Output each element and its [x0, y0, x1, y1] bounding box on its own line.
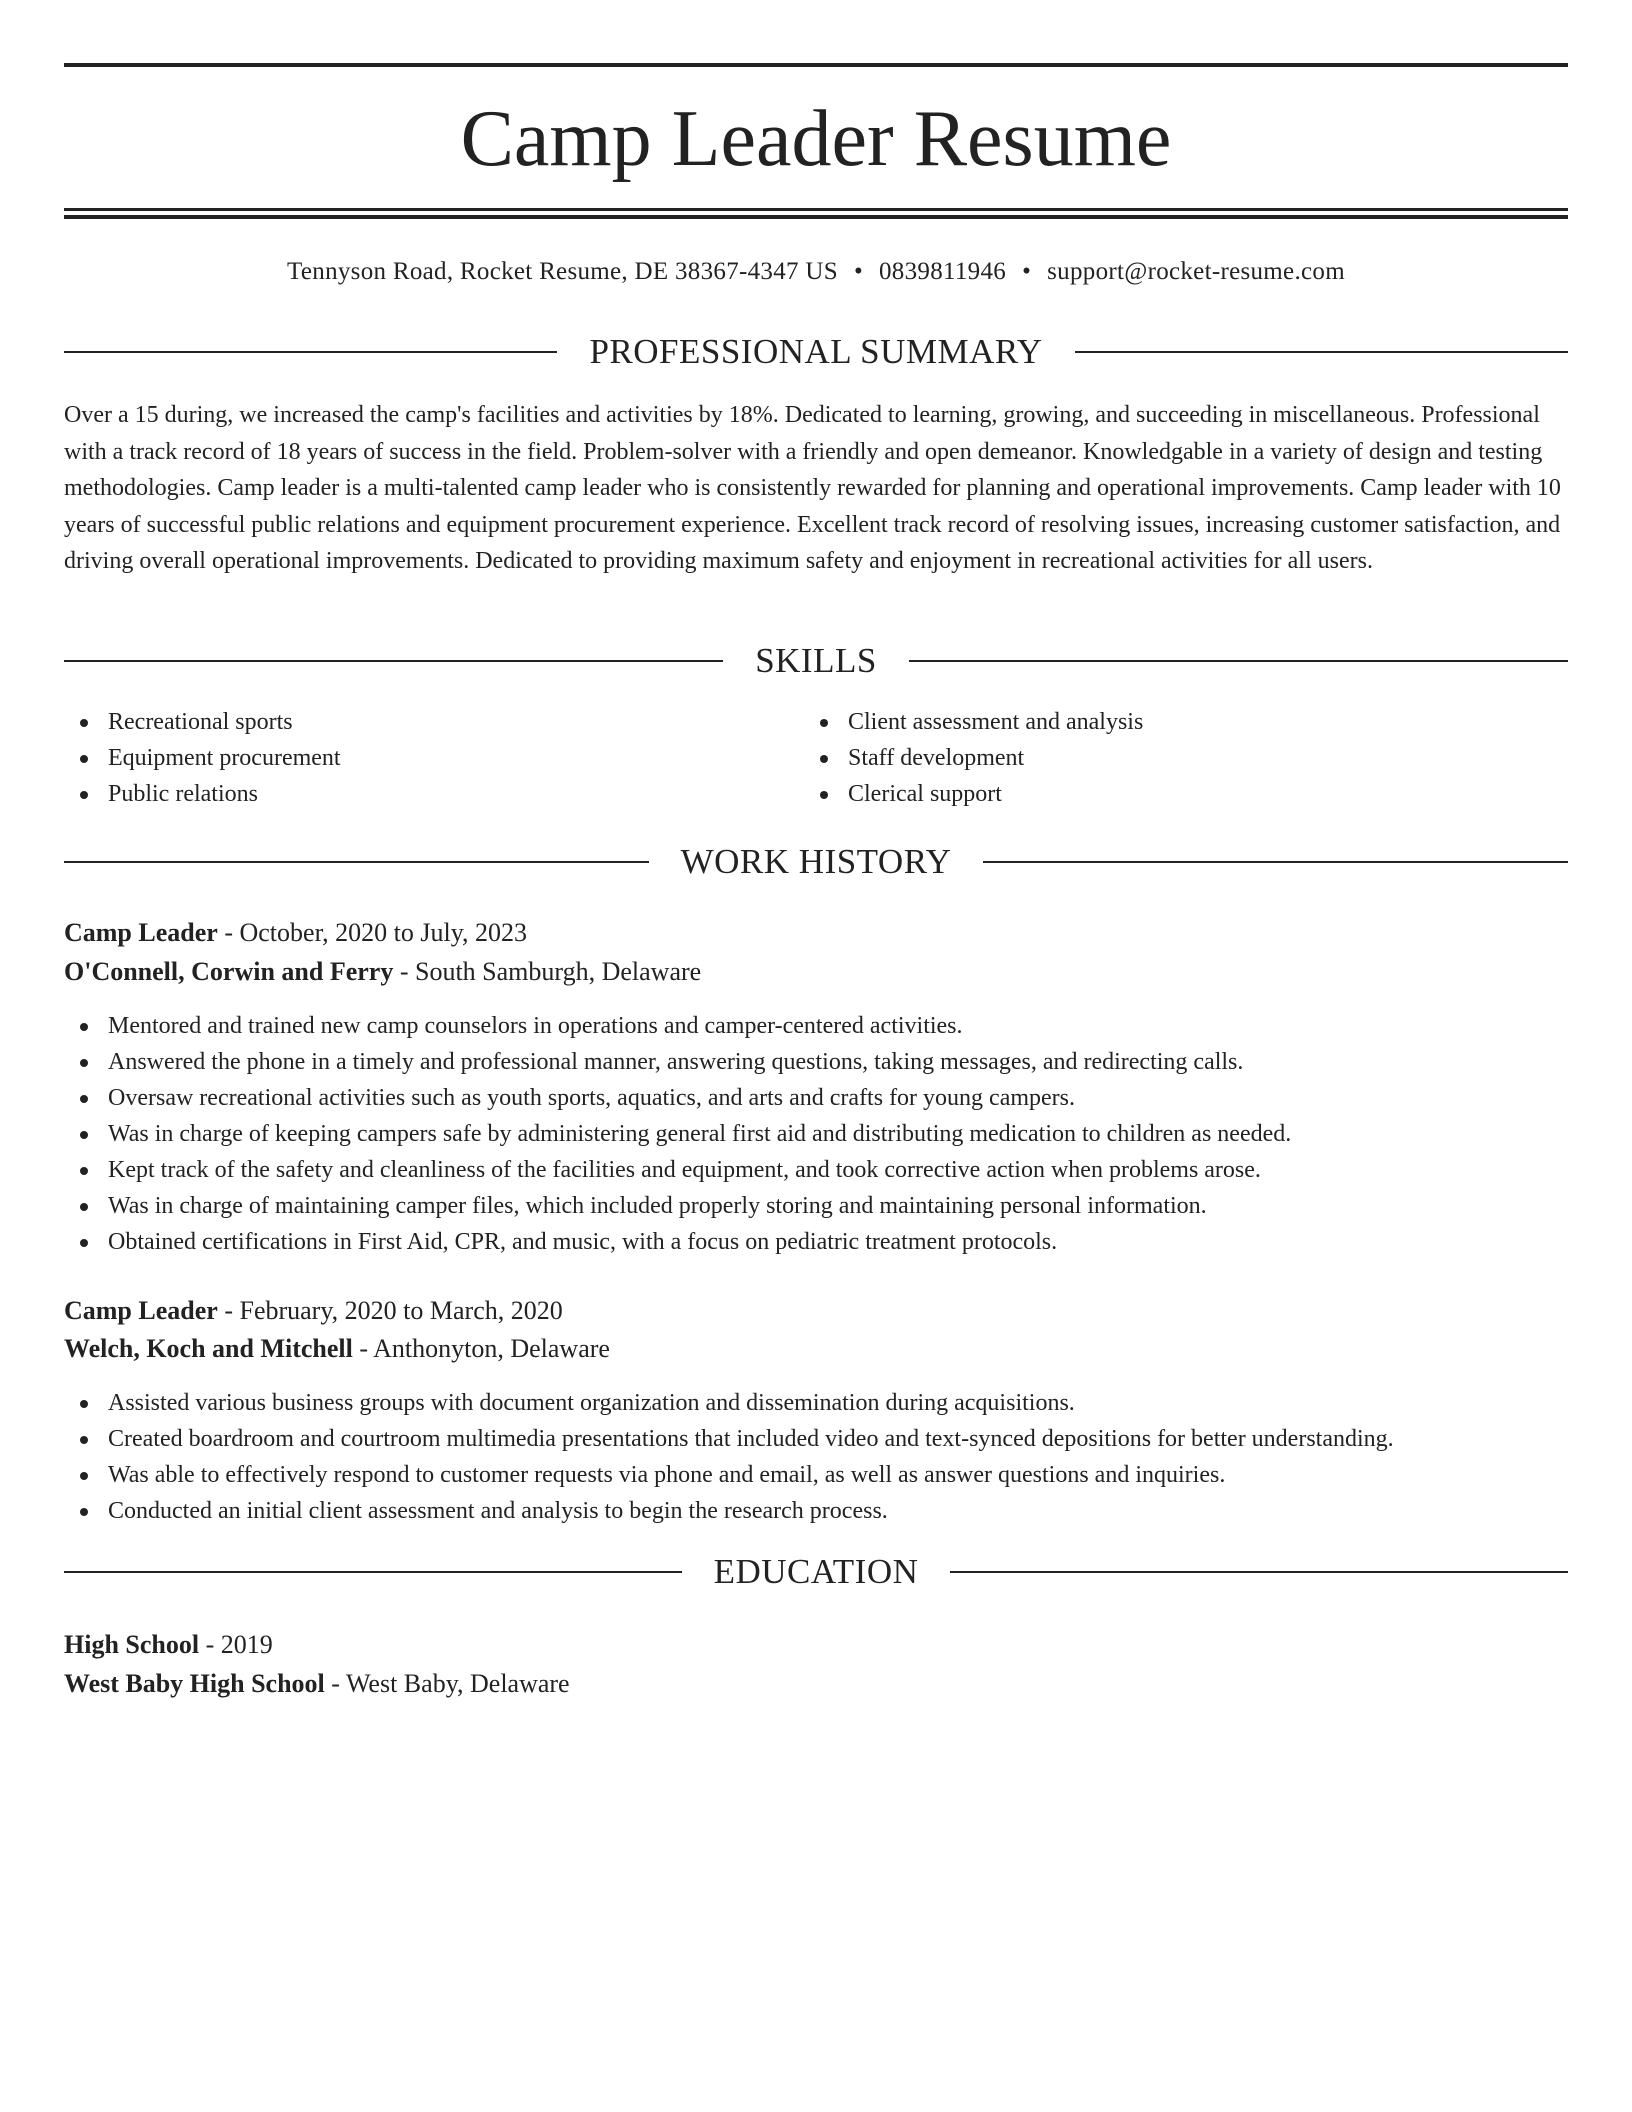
- duty-item: Was able to effectively respond to customer requests via phone and email, as well as answer questions and inquiries.: [64, 1457, 1568, 1493]
- heading-rule-right: [950, 1571, 1568, 1573]
- contact-email: support@rocket-resume.com: [1047, 258, 1345, 285]
- duty-item: Was in charge of keeping campers safe by administering general first aid and distributing medication to children as needed.: [64, 1116, 1568, 1152]
- duty-item: Oversaw recreational activities such as youth sports, aquatics, and arts and crafts for young campers.: [64, 1080, 1568, 1116]
- title-rule-lower: [64, 215, 1568, 219]
- heading-rule-right: [909, 660, 1568, 662]
- duty-item: Created boardroom and courtroom multimedia presentations that included video and text-synced depositions for better understanding.: [64, 1421, 1568, 1457]
- education-degree: High School: [64, 1630, 200, 1659]
- job-1-company-line: [64, 953, 1568, 991]
- duty-item: Kept track of the safety and cleanliness of the facilities and equipment, and took corrective action when problems arose.: [64, 1152, 1568, 1188]
- heading-rule-right: [1075, 351, 1568, 353]
- duty-item: Was in charge of maintaining camper files, which included properly storing and maintaining personal information.: [64, 1188, 1568, 1224]
- job-location: - Anthonyton, Delaware: [352, 1334, 610, 1363]
- summary-section-heading: [64, 330, 1568, 374]
- job-role: Camp Leader: [64, 918, 218, 947]
- top-rule: [64, 63, 1568, 67]
- skill-item: Clerical support: [804, 776, 1568, 812]
- education-heading: EDUCATION: [713, 1552, 919, 1591]
- job-1-duties: [64, 1008, 1568, 1260]
- heading-rule-left: [64, 1571, 682, 1573]
- duty-item: Answered the phone in a timely and professional manner, answering questions, taking messages, and redirecting calls.: [64, 1044, 1568, 1080]
- job-dates: - October, 2020 to July, 2023: [217, 918, 528, 947]
- summary-text: Over a 15 during, we increased the camp's facilities and activities by 18%. Dedicated to learning, growing, and succeeding in miscellaneous. Professional with a track record of 18 years of success in the field. Problem-solver with a friendly and open demeanor. Knowledgable in a variety of design and testing methodologies. Camp leader is a multi-talented camp leader who is consistently rewarded for planning and operational improvements. Camp leader with 10 years of successful public relations and equipment procurement experience. Excellent track record of resolving issues, increasing customer satisfaction, and driving overall operational improvements. Dedicated to providing maximum safety and enjoyment in recreational activities for all users.: [64, 402, 1561, 575]
- skill-item: Equipment procurement: [64, 740, 804, 776]
- job-role: Camp Leader: [64, 1296, 218, 1325]
- skills-list-right: [804, 704, 1568, 812]
- education-year: - 2019: [199, 1630, 273, 1659]
- heading-rule-left: [64, 660, 723, 662]
- job-2-company-line: [64, 1330, 1568, 1368]
- job-1-title-line: [64, 914, 1568, 952]
- summary-heading: PROFESSIONAL SUMMARY: [589, 332, 1043, 371]
- skills-list-left: [64, 704, 804, 812]
- contact-line: [64, 254, 1568, 290]
- contact-address: Tennyson Road, Rocket Resume, DE 38367-4347 US: [287, 258, 838, 285]
- resume-title: Camp Leader Resume: [460, 95, 1172, 183]
- duty-item: Mentored and trained new camp counselors in operations and camper-centered activities.: [64, 1008, 1568, 1044]
- contact-separator: •: [1022, 258, 1032, 285]
- skills-section-heading: [64, 639, 1568, 683]
- education-section-heading: [64, 1550, 1568, 1594]
- skill-item: Public relations: [64, 776, 804, 812]
- heading-rule-left: [64, 351, 557, 353]
- education-school-line: [64, 1665, 1568, 1703]
- job-company: Welch, Koch and Mitchell: [64, 1334, 353, 1363]
- job-location: - South Samburgh, Delaware: [393, 957, 702, 986]
- education-school: West Baby High School: [64, 1669, 325, 1698]
- job-2-duties: [64, 1385, 1568, 1529]
- duty-item: Assisted various business groups with document organization and dissemination during acquisitions.: [64, 1385, 1568, 1421]
- job-company: O'Connell, Corwin and Ferry: [64, 957, 394, 986]
- skills-heading: SKILLS: [755, 641, 877, 680]
- job-dates: - February, 2020 to March, 2020: [217, 1296, 563, 1325]
- skill-item: Client assessment and analysis: [804, 704, 1568, 740]
- title-rule-upper: [64, 208, 1568, 211]
- contact-separator: •: [853, 258, 863, 285]
- duty-item: Conducted an initial client assessment and analysis to begin the research process.: [64, 1493, 1568, 1529]
- skill-item: Recreational sports: [64, 704, 804, 740]
- job-2-title-line: [64, 1292, 1568, 1330]
- work-history-heading: WORK HISTORY: [680, 842, 952, 881]
- education-location: - West Baby, Delaware: [324, 1669, 570, 1698]
- work-history-section-heading: [64, 840, 1568, 884]
- heading-rule-left: [64, 861, 649, 863]
- duty-item: Obtained certifications in First Aid, CPR, and music, with a focus on pediatric treatment protocols.: [64, 1224, 1568, 1260]
- education-degree-line: [64, 1626, 1568, 1664]
- heading-rule-right: [983, 861, 1568, 863]
- skill-item: Staff development: [804, 740, 1568, 776]
- contact-phone: 0839811946: [879, 258, 1007, 285]
